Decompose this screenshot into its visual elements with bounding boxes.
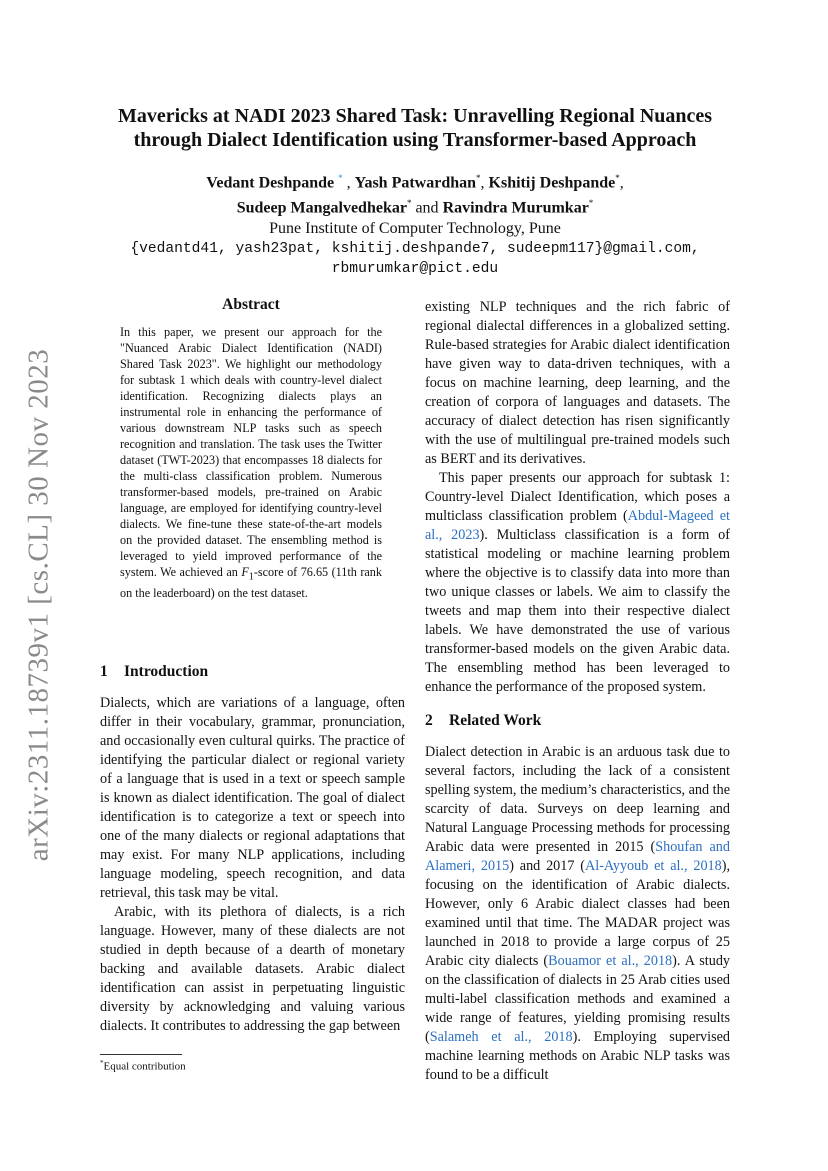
intro-paragraph-1: Dialects, which are variations of a language, often differ in their vocabulary, grammar, pronunciation, and occasionally even cultural quirks. The practice of identifying the particular dialect or regional variety of a language that is used in a text or speech sample is known as dialect identification. The goal of dialect identification is to categorize a text or speech into one of the many dialects or regional adaptations that may exist. For many NLP applications, including language modeling, speech recognition, and data retrieval, this task may be vital. <box>100 695 405 901</box>
author-name: Sudeep Mangalvedhekar <box>236 199 407 217</box>
author-line-2: Sudeep Mangalvedhekar* and Ravindra Murumkar* <box>236 198 594 217</box>
citation-link[interactable]: Al-Ayyoub et al., 2018 <box>585 858 722 874</box>
citation-link[interactable]: Bouamor et al., 2018 <box>548 953 673 969</box>
footnote-text: Equal contribution <box>103 1060 186 1073</box>
intro-paragraph-2-continued: existing NLP techniques and the rich fabric of regional dialectal differences in a globalized setting. Rule-based strategies for Arabic dialect identification have given way to data-driven techniques, with a focus on machine learning, deep learning, and the creation of corpora of languages and datasets. The accuracy of dialect detection has risen significantly with the use of multilingual pre-trained models such as BERT and its derivatives. <box>425 299 730 467</box>
author-name: Ravindra Murumkar <box>442 199 589 217</box>
arxiv-identifier <box>14 350 64 860</box>
related-work-paragraph: Dialect detection in Arabic is an arduous task due to several factors, including the lack of a consistent spelling system, the medium’s characteristics, and the scarcity of data. Surveys on deep learning and Natural Language Processing methods for processing Arabic data were presented in 2015 (Shoufan and Alameri, 2015) and 2017 (Al-Ayyoub et al., 2018), focusing on the identification of Arabic dialects. However, only 6 Arabic dialect classes had been examined until that time. The MADAR project was launched in 2018 to provide a large corpus of 25 Arabic city dialects (Bouamor et al., 2018). A study on the classification of dialects in 25 Arab cities used multi-label classification methods and examined a wide range of features, yielding promising results (Salameh et al., 2018). Employing supervised machine learning methods on Arabic NLP tasks was found to be a difficult <box>425 744 731 1083</box>
section-heading-introduction: 1 Introduction <box>100 663 209 680</box>
citation-link[interactable]: Shoufan and Alameri, 2015 <box>425 839 730 874</box>
intro-paragraph-2: Arabic, with its plethora of dialects, is a rich language. However, many of these dialects are not studied in depth because of a dearth of monetary backing and available datasets. Arabic dialect identification can assist in perpetuating linguistic diversity by acknowledging and valuing various dialects. It contributes to addressing the gap between <box>100 904 405 1034</box>
author-mark[interactable]: * <box>338 173 343 183</box>
author-block <box>100 168 730 279</box>
author-name: Kshitij Deshpande <box>488 174 616 192</box>
footnote-rule <box>100 1054 182 1055</box>
author-name: Yash Patwardhan <box>354 174 477 192</box>
intro-paragraph-3: This paper presents our approach for subtask 1: Country-level Dialect Identification, which poses a multiclass classification problem (Abdul-Mageed et al., 2023). Multiclass classification is a form of statistical modeling or machine learning problem where the objective is to classify data into more than two unique classes or labels. We aim to classify the tweets and map them into their respective dialect labels. We have demonstrated the use of various transformer-based models on the given Arabic data. The ensembling method has been leveraged to enhance the performance of the proposed system. <box>425 470 730 695</box>
author-line-1: Vedant Deshpande * , Yash Patwardhan*, Kshitij Deshpande*, <box>206 173 624 192</box>
affiliation: Pune Institute of Computer Technology, Pune <box>269 219 561 237</box>
abstract-section <box>120 296 382 601</box>
author-name: Vedant Deshpande <box>206 174 335 192</box>
citation-link[interactable]: Abdul-Mageed et al., 2023 <box>425 508 730 543</box>
abstract-text: In this paper, we present our approach for the "Nuanced Arabic Dialect Identification (NADI) Shared Task 2023". We highlight our methodology for subtask 1 which deals with country-level dialect identification. Recognizing dialects plays an instrumental role in enhancing the performance of various downstream NLP tasks such as speech recognition and translation. The task uses the Twitter dataset (TWT-2023) that encompasses 18 dialects for the multi-class classification problem. Numerous transformer-based models, pre-trained on Arabic language, are employed for identifying country-level dialects. We fine-tune these state-of-the-art models on the provided dataset. The ensembling method is leveraged to yield improved performance of the system. We achieved an $F_1$-score of 76.65 (11th rank on the leaderboard) on the test dataset. <box>120 325 382 601</box>
arxiv-identifier-text: arXiv:2311.18739v1 [cs.CL] 30 Nov 2023 <box>22 348 55 862</box>
author-conjunction: and <box>415 199 439 217</box>
paper-title: Mavericks at NADI 2023 Shared Task: Unravelling Regional Nuances through Dialect Identification using Transformer-based Approach <box>117 105 713 151</box>
emails-line-1: {vedantd41, yash23pat, kshitij.deshpande7, sudeepm117}@gmail.com, <box>130 240 700 257</box>
citation-link[interactable]: Salameh et al., 2018 <box>429 1029 573 1045</box>
emails-line-2: rbmurumkar@pict.edu <box>331 260 499 277</box>
footnote: *Equal contribution <box>100 1054 405 1073</box>
abstract-heading: Abstract <box>222 296 280 313</box>
left-column <box>100 662 405 1036</box>
right-column <box>425 298 730 1085</box>
section-heading-related-work: 2 Related Work <box>425 712 542 729</box>
